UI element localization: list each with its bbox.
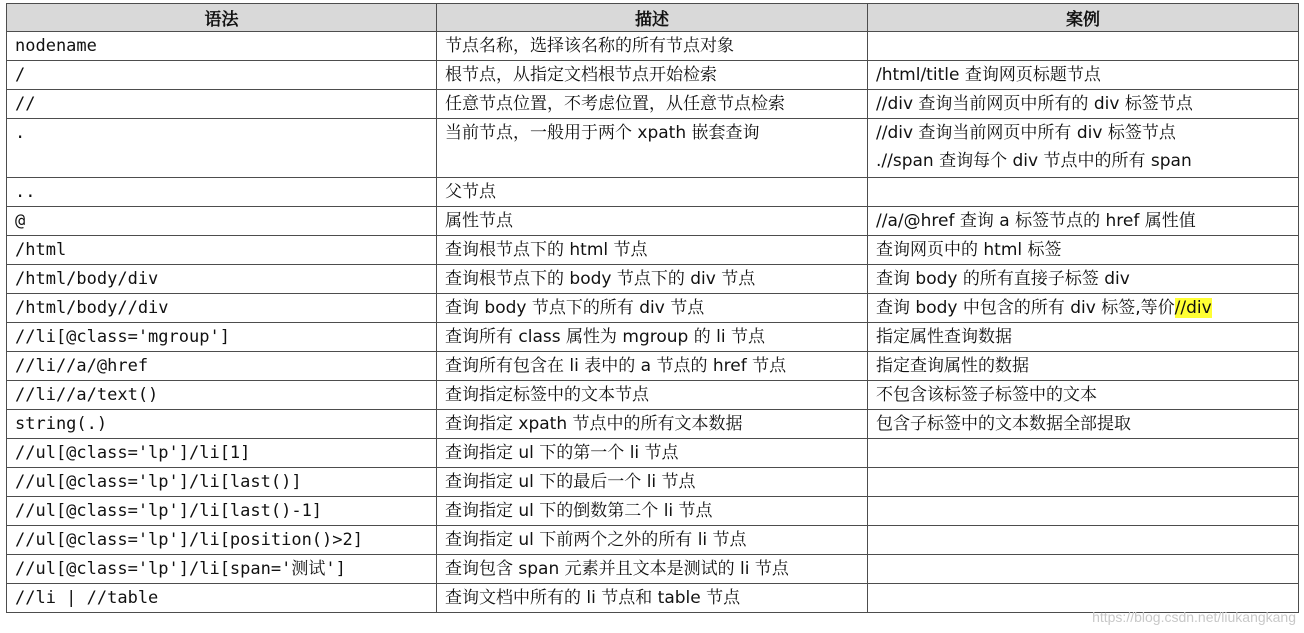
example-line [876,90,1298,118]
description-cell: 查询指定标签中的文本节点 [437,381,868,410]
table-row [7,178,1299,207]
table-row [7,61,1299,90]
example-cell [868,555,1299,584]
table-row [7,32,1299,61]
table-row [7,323,1299,352]
table-row [7,555,1299,584]
example-line [876,323,1298,351]
syntax-cell: //ul[@class='lp']/li[last()] [7,468,437,497]
example-line [876,294,1298,322]
example-cell [868,439,1299,468]
description-cell: 当前节点，一般用于两个 xpath 嵌套查询 [437,119,868,178]
syntax-cell: //ul[@class='lp']/li[position()>2] [7,526,437,555]
description-cell: 查询指定 ul 下前两个之外的所有 li 节点 [437,526,868,555]
example-cell [868,468,1299,497]
syntax-cell: //li//a/@href [7,352,437,381]
example-line [876,265,1298,293]
description-cell: 查询 body 节点下的所有 div 节点 [437,294,868,323]
example-cell [868,497,1299,526]
description-cell: 查询指定 ul 下的最后一个 li 节点 [437,468,868,497]
example-line [876,236,1298,264]
table-row [7,468,1299,497]
example-line [876,61,1298,89]
highlighted-text: //div [1174,298,1212,318]
syntax-cell: /html/body/div [7,265,437,294]
table-body [7,32,1299,613]
description-cell: 查询包含 span 元素并且文本是测试的 li 节点 [437,555,868,584]
table-row [7,265,1299,294]
description-cell: 查询文档中所有的 li 节点和 table 节点 [437,584,868,613]
example-cell [868,323,1299,352]
example-text: 查询网页中的 html 标签 [876,240,1062,260]
example-text: 查询 body 中包含的所有 div 标签,等价 [876,298,1175,318]
example-cell [868,410,1299,439]
syntax-cell: /html/body//div [7,294,437,323]
syntax-cell: @ [7,207,437,236]
example-cell [868,294,1299,323]
table-row [7,439,1299,468]
syntax-cell: . [7,119,437,178]
table-row [7,526,1299,555]
table-row [7,236,1299,265]
syntax-cell: //li | //table [7,584,437,613]
example-cell [868,178,1299,207]
syntax-cell: //li//a/text() [7,381,437,410]
description-cell: 查询根节点下的 body 节点下的 div 节点 [437,265,868,294]
syntax-cell: / [7,61,437,90]
example-text: .//span 查询每个 div 节点中的所有 span [876,151,1192,171]
example-cell [868,119,1299,178]
example-cell [868,236,1299,265]
table-row [7,381,1299,410]
header-description: 描述 [437,4,868,32]
example-text: 包含子标签中的文本数据全部提取 [876,414,1131,434]
example-line [876,147,1298,175]
watermark: https://blog.csdn.net/liukangkang [1092,609,1296,625]
example-cell [868,381,1299,410]
example-cell [868,265,1299,294]
xpath-syntax-table [6,3,1299,613]
example-line [876,381,1298,409]
description-cell: 属性节点 [437,207,868,236]
example-line [876,119,1298,147]
syntax-cell: // [7,90,437,119]
table-row [7,294,1299,323]
example-line [876,410,1298,438]
header-example: 案例 [868,4,1299,32]
example-cell [868,207,1299,236]
description-cell: 查询指定 ul 下的倒数第二个 li 节点 [437,497,868,526]
header-row [7,4,1299,32]
example-cell [868,90,1299,119]
description-cell: 父节点 [437,178,868,207]
example-cell [868,526,1299,555]
description-cell: 查询所有 class 属性为 mgroup 的 li 节点 [437,323,868,352]
description-cell: 任意节点位置，不考虑位置，从任意节点检索 [437,90,868,119]
syntax-cell: //ul[@class='lp']/li[last()-1] [7,497,437,526]
example-text: 指定属性查询数据 [876,327,1012,347]
description-cell: 查询指定 xpath 节点中的所有文本数据 [437,410,868,439]
example-line [876,352,1298,380]
header-syntax: 语法 [7,4,437,32]
example-cell [868,61,1299,90]
example-text: //div 查询当前网页中所有 div 标签节点 [876,123,1176,143]
example-text: /html/title 查询网页标题节点 [876,65,1101,85]
example-cell [868,352,1299,381]
example-text: 查询 body 的所有直接子标签 div [876,269,1130,289]
syntax-cell: /html [7,236,437,265]
table-row [7,352,1299,381]
example-line [876,207,1298,235]
example-text: //a/@href 查询 a 标签节点的 href 属性值 [876,211,1196,231]
syntax-cell: //li[@class='mgroup'] [7,323,437,352]
syntax-cell: //ul[@class='lp']/li[span='测试'] [7,555,437,584]
description-cell: 节点名称，选择该名称的所有节点对象 [437,32,868,61]
example-text: 不包含该标签子标签中的文本 [876,385,1097,405]
description-cell: 查询根节点下的 html 节点 [437,236,868,265]
description-cell: 查询所有包含在 li 表中的 a 节点的 href 节点 [437,352,868,381]
table-row [7,497,1299,526]
syntax-cell: nodename [7,32,437,61]
table-row [7,410,1299,439]
table-row [7,207,1299,236]
description-cell: 根节点，从指定文档根节点开始检索 [437,61,868,90]
example-text: //div 查询当前网页中所有的 div 标签节点 [876,94,1193,114]
syntax-cell: string(.) [7,410,437,439]
syntax-cell: .. [7,178,437,207]
example-text: 指定查询属性的数据 [876,356,1029,376]
example-cell [868,32,1299,61]
table-row [7,90,1299,119]
syntax-cell: //ul[@class='lp']/li[1] [7,439,437,468]
description-cell: 查询指定 ul 下的第一个 li 节点 [437,439,868,468]
table-row [7,119,1299,178]
